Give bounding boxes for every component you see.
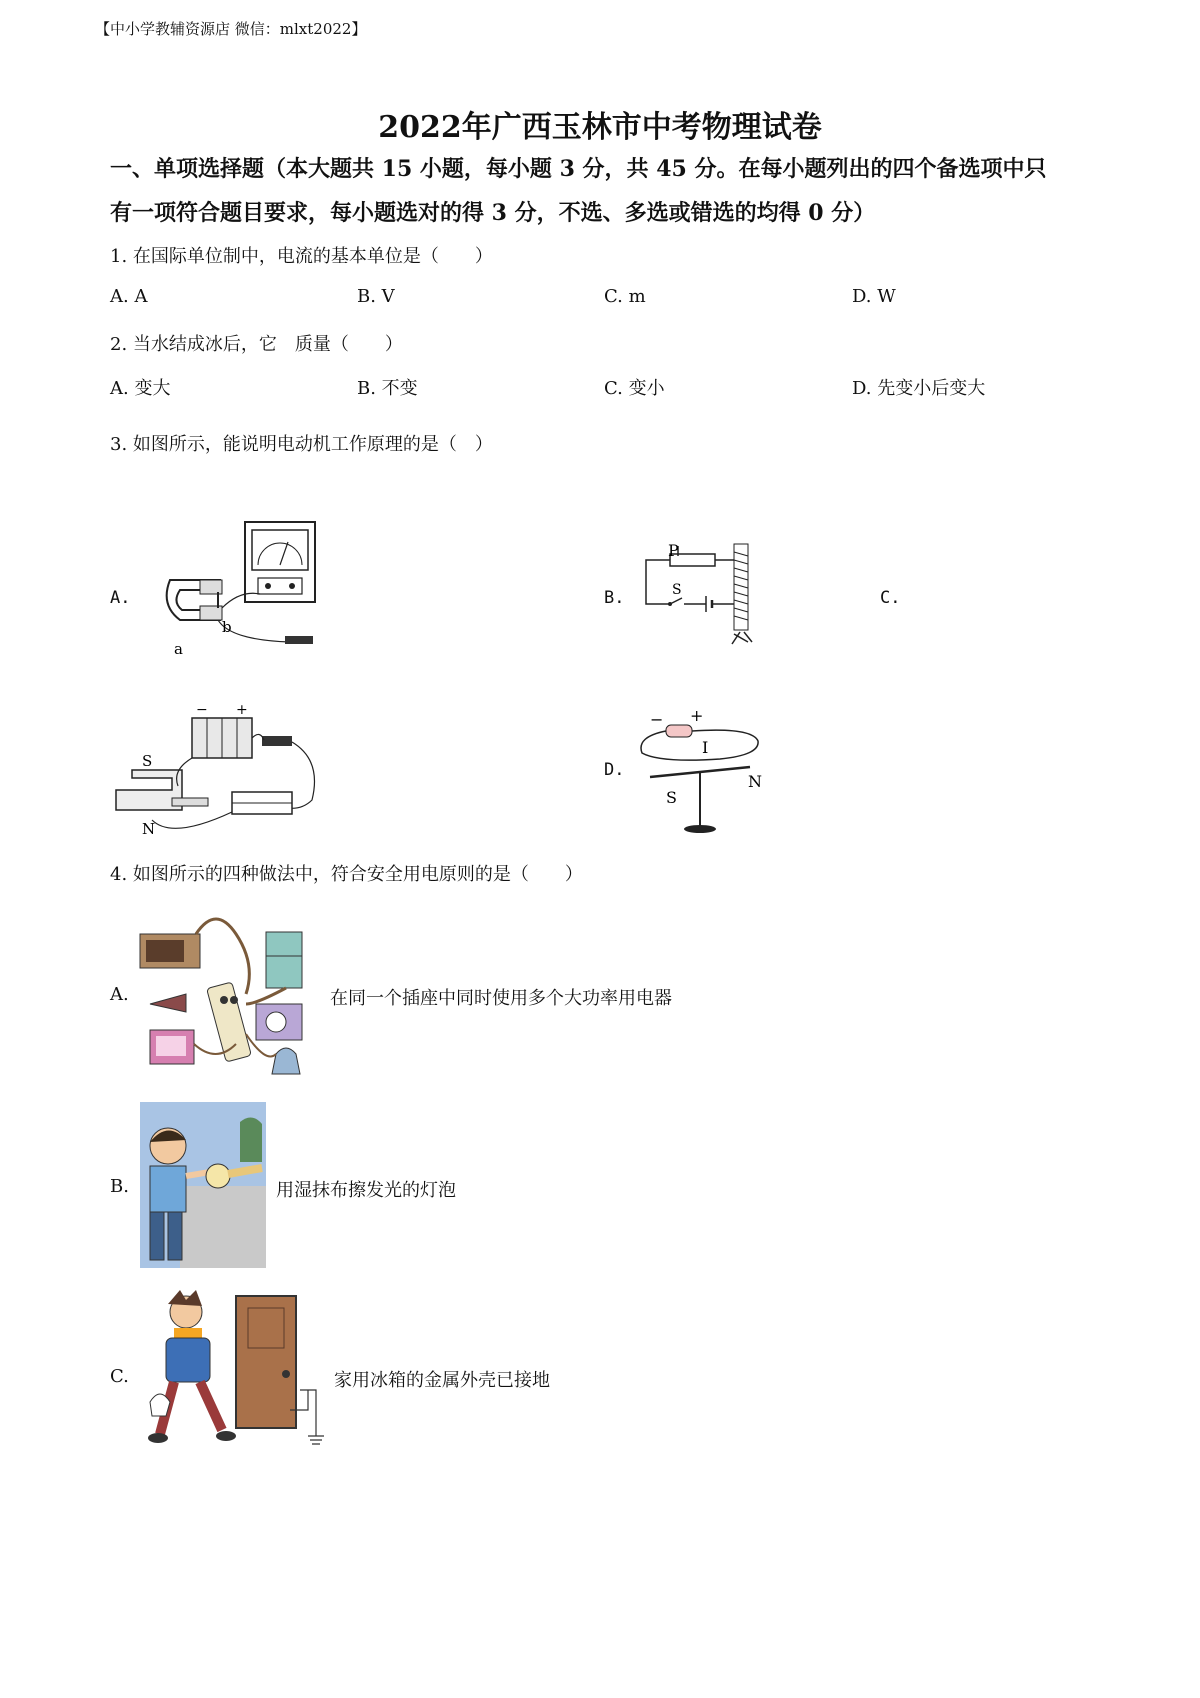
q2-option-b: B. 不变 [357,378,418,399]
q2-stem: 2. 当水结成冰后，它 质量（ ） [110,334,403,355]
q4-stem: 4. 如图所示的四种做法中，符合安全用电原则的是（ ） [110,864,583,885]
q3-fig-d-label-minus: − [650,710,664,729]
q3-figure-a [160,520,330,660]
q3-fig-c-label-n: N [142,820,156,838]
q2-option-a: A. 变大 [110,378,171,399]
q3-fig-a-label-b: b [222,618,232,636]
page-title: 2022年广西玉林市中考物理试卷 [378,110,822,145]
q4-option-c-text: 家用冰箱的金属外壳已接地 [334,1370,550,1391]
q1-option-a: A. A [110,286,148,307]
q1-option-c: C. m [604,286,646,307]
q3-fig-c-label-minus: − [196,702,208,718]
q4-option-b-illustration [140,1102,266,1268]
q2-option-d: D. 先变小后变大 [852,378,986,399]
section-heading-line-2: 有一项符合题目要求，每小题选对的得 3 分，不选、多选或错选的均得 0 分） [110,200,876,226]
q3-fig-c-label-s: S [142,752,153,770]
q3-fig-c-label-plus: + [236,702,248,718]
q3-stem: 3. 如图所示，能说明电动机工作原理的是（ ） [110,434,493,455]
q3-fig-d-label-n: N [748,772,762,791]
q3-label-b: B. [604,588,625,608]
q3-fig-d-label-i: I [702,738,709,757]
q4-option-a-label: A. [110,984,129,1005]
q3-fig-b-label-p: P [668,542,679,560]
q4-option-b-text: 用湿抹布擦发光的灯泡 [276,1180,456,1201]
section-heading-line-1: 一、单项选择题（本大题共 15 小题，每小题 3 分，共 45 分。在每小题列出的四个备选项中只 [110,156,1047,182]
q3-fig-a-label-a: a [174,640,183,658]
q3-figure-c [112,700,332,840]
q3-fig-b-label-s: S [672,582,682,598]
q4-option-a-illustration [136,904,326,1084]
page-header: 【中小学教辅资源店 微信：mlxt2022】 [95,20,367,38]
q3-label-a: A. [110,588,131,608]
q1-option-d: D. W [852,286,896,307]
q4-option-c-illustration [140,1290,324,1450]
q3-figure-d [630,705,790,835]
q4-option-a-text: 在同一个插座中同时使用多个大功率用电器 [330,988,672,1009]
q3-label-c: C. [880,588,901,608]
q1-option-b: B. V [357,286,395,307]
q3-label-d: D. [604,760,625,780]
q3-fig-d-label-s: S [666,788,677,807]
q2-option-c: C. 变小 [604,378,665,399]
q3-figure-b [630,542,790,652]
q4-option-c-label: C. [110,1366,129,1387]
q4-option-b-label: B. [110,1176,129,1197]
q3-fig-d-label-plus: + [690,706,704,725]
q1-stem: 1. 在国际单位制中，电流的基本单位是（ ） [110,246,493,267]
